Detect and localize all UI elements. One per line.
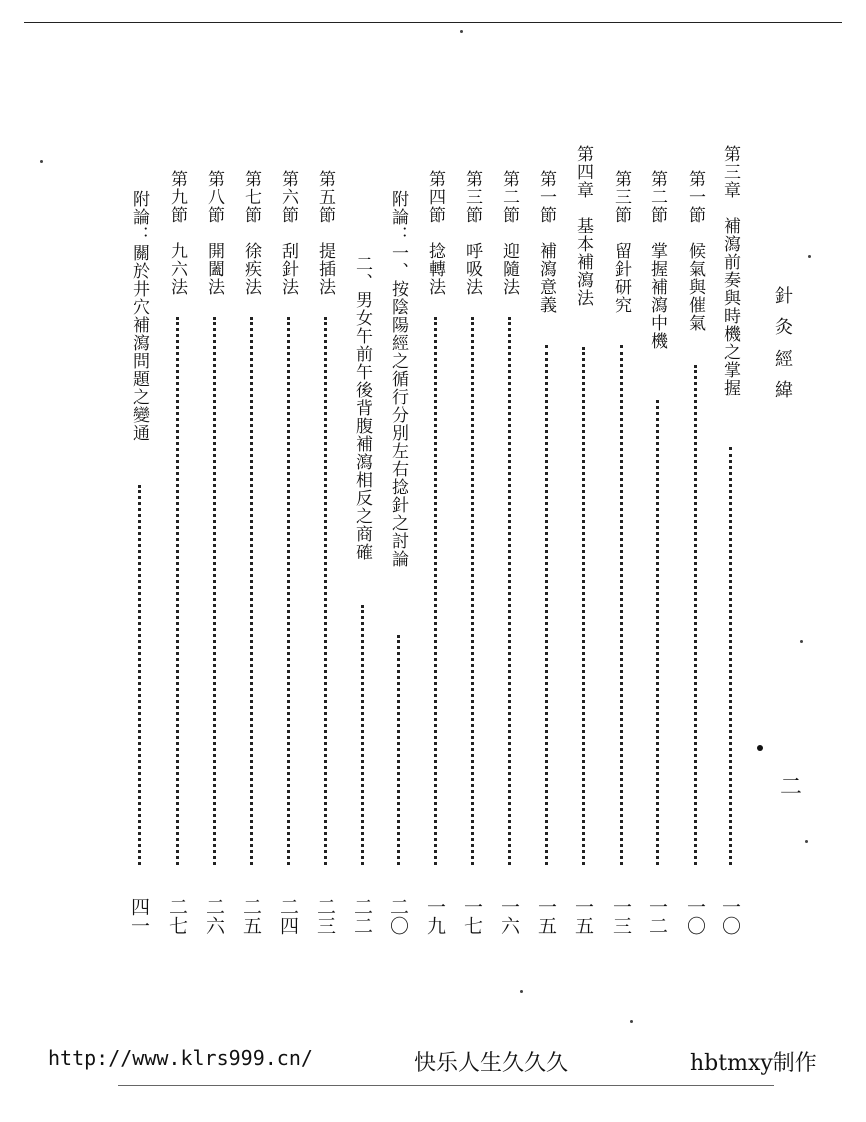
scan-speck: [757, 745, 763, 751]
toc-entry-title: 第五節 提插法: [315, 170, 335, 296]
toc-entry-title: 二、男女午前午後背腹補瀉相反之商確: [352, 255, 372, 561]
toc-entry[interactable]: [680, 145, 710, 935]
book-title-char: 針: [775, 286, 797, 307]
toc-entry-title: 第二節 迎隨法: [499, 170, 519, 296]
toc-entry[interactable]: [494, 145, 524, 935]
toc-entry-page: 二〇: [387, 897, 409, 935]
scan-speck: [520, 990, 523, 993]
bottom-rule: [118, 1085, 774, 1086]
leader-dots: [729, 447, 732, 865]
toc-entry-page: 一三: [610, 897, 632, 935]
toc-entry[interactable]: [642, 145, 672, 935]
top-rule: [24, 22, 842, 23]
scan-speck: [40, 160, 43, 163]
toc-entry-page: 四一: [128, 897, 150, 935]
leader-dots: [620, 345, 623, 865]
toc-entry-title: 第六節 刮針法: [278, 170, 298, 296]
footer-slogan: 快乐人生久久久: [414, 1051, 569, 1076]
leader-dots: [471, 317, 474, 865]
toc-entry[interactable]: [383, 145, 413, 935]
leader-dots: [397, 635, 400, 865]
scan-speck: [805, 840, 808, 843]
toc-entry-page: 一六: [498, 897, 520, 935]
leader-dots: [250, 317, 253, 865]
toc-entry-page: 一五: [572, 897, 594, 935]
toc-entry-page: 二二: [351, 897, 373, 935]
toc-entry[interactable]: [420, 145, 450, 935]
toc-entry[interactable]: [347, 145, 377, 935]
scan-speck: [630, 1020, 633, 1023]
toc-entry-title: 第九節 九六法: [167, 170, 187, 296]
page-number: 二: [780, 775, 803, 800]
scan-speck: [460, 30, 463, 33]
toc-entry-title: 第七節 徐疾法: [241, 170, 261, 296]
toc-entry-page: 一五: [535, 897, 557, 935]
toc-entry-title: 第四章 基本補瀉法: [573, 145, 593, 307]
toc-entry-page: 二四: [277, 897, 299, 935]
toc-entry[interactable]: [310, 145, 340, 935]
leader-dots: [138, 485, 141, 865]
toc-entry[interactable]: [457, 145, 487, 935]
toc-entry[interactable]: [568, 145, 598, 935]
toc-entry-page: 一九: [424, 897, 446, 935]
book-title-char: 經: [775, 348, 797, 370]
toc-entry-page: 一七: [461, 897, 483, 935]
toc-entry-title: 第三節 留針研究: [611, 170, 631, 314]
book-title: [772, 285, 800, 411]
toc-entry[interactable]: [199, 145, 229, 935]
leader-dots: [361, 605, 364, 865]
toc-entry[interactable]: [273, 145, 303, 935]
footer-url-link[interactable]: http://www.klrs999.cn/: [48, 1046, 313, 1070]
book-title-char: 緯: [775, 380, 797, 402]
toc-entry-page: 二三: [314, 897, 336, 935]
leader-dots: [434, 317, 437, 865]
leader-dots: [287, 317, 290, 865]
leader-dots: [656, 400, 659, 865]
toc-entry-title: 第八節 開闔法: [204, 170, 224, 296]
leader-dots: [694, 365, 697, 865]
toc-entry-title: 第四節 捻轉法: [425, 170, 445, 296]
leader-dots: [176, 317, 179, 865]
toc-entry[interactable]: [236, 145, 266, 935]
toc-entry-title: 附論：關於井穴補瀉問題之變通: [129, 190, 149, 442]
book-title-char: 灸: [775, 317, 797, 339]
leader-dots: [582, 347, 585, 865]
scan-speck: [808, 255, 811, 258]
toc-entry-title: 第一節 補瀉意義: [536, 170, 556, 314]
toc-entry-title: 第二節 掌握補瀉中機: [647, 170, 667, 350]
scan-speck: [800, 640, 803, 643]
leader-dots: [545, 345, 548, 865]
toc-entry-title: 附論：一、按陰陽經之循行分別左右捻針之討論: [388, 190, 408, 568]
toc-entry-page: 二六: [203, 897, 225, 935]
toc-entry[interactable]: [162, 145, 192, 935]
toc-entry-page: 二七: [166, 897, 188, 935]
toc-entry-title: 第三章 補瀉前奏與時機之掌握: [720, 145, 740, 397]
toc-entry[interactable]: [606, 145, 636, 935]
toc-entry[interactable]: [531, 145, 561, 935]
toc-entry-page: 二五: [240, 897, 262, 935]
leader-dots: [213, 317, 216, 865]
leader-dots: [324, 317, 327, 865]
toc-entry-title: 第三節 呼吸法: [462, 170, 482, 296]
toc-entry-page: 一二: [646, 897, 668, 935]
toc-entry-title: 第一節 候氣與催氣: [685, 170, 705, 332]
toc-entry[interactable]: [715, 145, 745, 935]
toc-entry-page: 一〇: [684, 897, 706, 935]
toc-entry-page: 一〇: [719, 897, 741, 935]
toc-entry[interactable]: [124, 145, 154, 935]
leader-dots: [508, 317, 511, 865]
footer-credit: hbtmxy制作: [690, 1051, 817, 1076]
